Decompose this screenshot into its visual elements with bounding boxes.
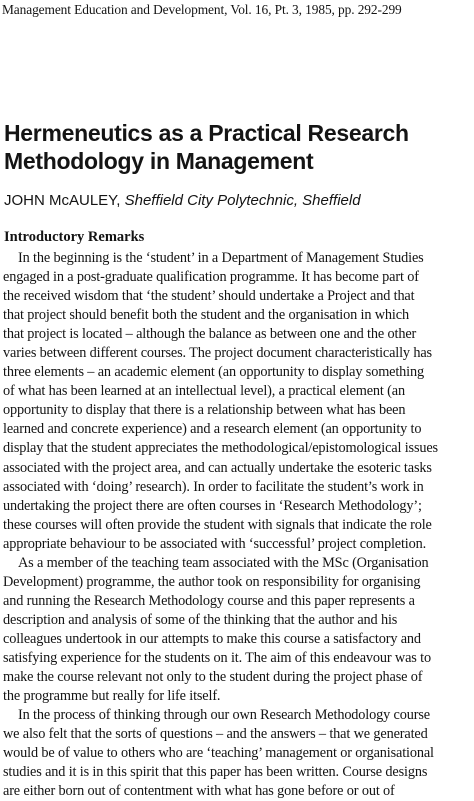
paragraph-line: would be of value to others who are ‘teaching’ management or organisational: [3, 745, 434, 762]
author-name: JOHN McAULEY,: [4, 192, 121, 209]
paragraph-line: In the process of thinking through our own Research Methodology course: [18, 707, 430, 724]
paragraph-line: appropriate behaviour to be associated with ‘successful’ project completion.: [3, 535, 427, 552]
paragraph-line: these courses will often provide the student with signals that indicate the role: [3, 516, 432, 533]
section-heading: Introductory Remarks: [4, 229, 145, 245]
paragraph-line: description and analysis of some of the thinking that the author and his: [3, 611, 398, 628]
paragraph-line: display that the student appreciates the methodological/epistomological issues: [3, 440, 438, 457]
paragraph-line: In the beginning is the ‘student’ in a Department of Management Studies: [18, 250, 424, 266]
paragraph-line: that project should benefit both the student and the organisation in which: [3, 307, 409, 324]
paragraph-line: colleagues undertook in our attempts to make this course a satisfactory and: [3, 630, 421, 647]
article-title-line: Hermeneutics as a Practical Research: [4, 120, 409, 146]
paragraph-line: studies and it is in this spirit that this paper has been written. Course designs: [3, 764, 428, 781]
paragraph-line: opportunity to display that there is a relationship between what has been: [3, 402, 406, 419]
author-affiliation: Sheffield City Polytechnic, Sheffield: [124, 192, 361, 209]
article-title: [4, 119, 409, 175]
paragraph-line: Development) programme, the author took on responsibility for organising: [3, 573, 421, 590]
article-title-line: Methodology in Management: [4, 148, 314, 174]
paragraph-line: As a member of the teaching team associated with the MSc (Organisation: [18, 554, 429, 571]
paragraph-line: that project is located – although the balance as between one and the other: [3, 326, 417, 343]
journal-citation-header: Management Education and Development, Vol. 16, Pt. 3, 1985, pp. 292-299: [2, 2, 402, 17]
paragraph-line: engaged in a post-graduate qualification programme. It has become part of: [3, 269, 419, 286]
paragraph-line: varies between different courses. The project document characteristically has: [3, 345, 432, 362]
paragraph-line: and running the Research Methodology course and this paper represents a: [3, 592, 415, 609]
paragraph-line: we also felt that the sorts of questions – and the answers – that we generated: [3, 726, 428, 743]
paragraph-line: make the course relevant not only to the student during the project phase of: [3, 669, 423, 686]
paragraph-line: are either born out of contentment with what has gone before or out of: [3, 783, 395, 800]
author-byline: [4, 192, 361, 210]
paragraph-line: associated with the project area, and can actually undertake the esoteric tasks: [3, 459, 432, 476]
paragraph-line: three elements – an academic element (an opportunity to display something: [3, 364, 425, 381]
paragraph-line: associated with ‘doing’ research). In order to facilitate the student’s work in: [3, 478, 424, 495]
paragraph-line: the received wisdom that ‘the student’ should undertake a Project and that: [3, 288, 415, 305]
paragraph-line: satisfying experience for the students on it. The aim of this endeavour was to: [3, 649, 431, 666]
paragraph-line: learned and concrete experience) and a research element (an opportunity to: [3, 421, 422, 438]
body-text: [3, 249, 474, 801]
paragraph-line: of what has been learned at an intellectual level), a practical element (an: [3, 383, 405, 400]
paragraph-line: undertaking the project there are often courses in ‘Research Methodology’;: [3, 497, 422, 514]
paragraph-line: the programme but really for life itself.: [3, 688, 221, 705]
